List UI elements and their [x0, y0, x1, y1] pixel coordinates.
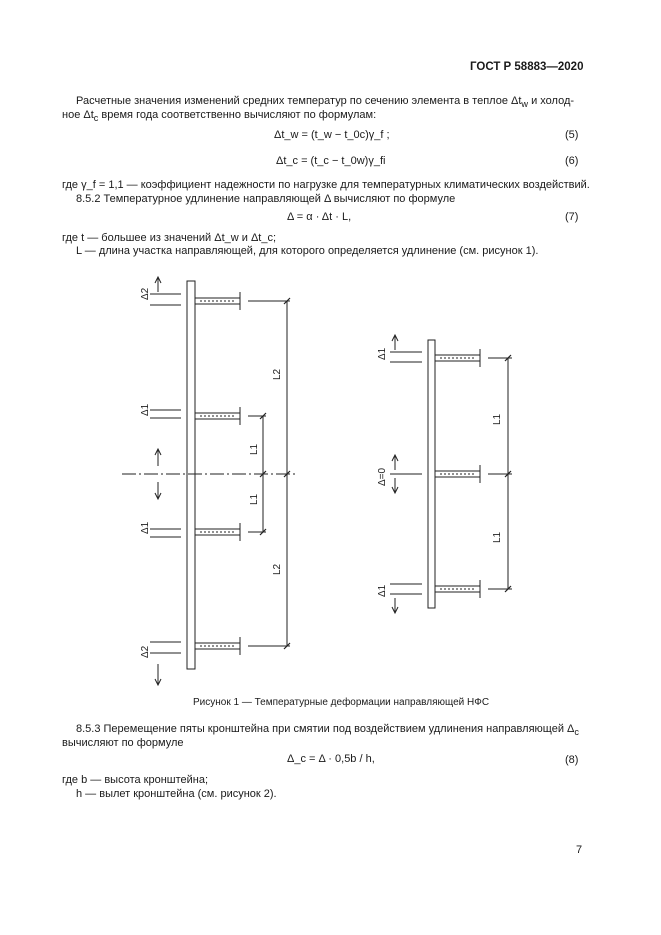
section-8-5-3-line2: вычисляют по формуле	[62, 737, 184, 749]
where-L: L — длина участка направляющей, для которого определяется удлинение (см. рисунок 1).	[76, 245, 539, 257]
section-8-5-3-text: 8.5.3 Перемещение пяты кронштейна при смятии под воздействием удлинения направляющей Δ	[76, 723, 575, 735]
label-delta2-bottom: Δ2	[140, 645, 151, 658]
intro2-pre: ное Δt	[62, 109, 94, 121]
intro-tail: и холод-	[528, 95, 575, 107]
label-L2-lower: L2	[272, 563, 283, 575]
where-b: где b — высота кронштейна;	[62, 774, 209, 786]
intro-text: Расчетные значения изменений средних температур по сечению элемента в теплое Δt	[76, 95, 522, 107]
equation-8-number: (8)	[565, 754, 579, 766]
right-guide-rail	[428, 340, 435, 608]
left-bracket-4	[195, 637, 240, 655]
label-delta0: Δ=0	[377, 467, 388, 486]
left-bracket-1	[195, 292, 240, 310]
figure-caption: Рисунок 1 — Температурные деформации направляющей НФС	[193, 697, 490, 708]
label-L1-upper-left: L1	[249, 443, 260, 455]
intro-sub: w	[521, 99, 529, 110]
equation-5: Δt_w = (t_w − t_0c)γ_f ;	[274, 129, 390, 141]
page-number: 7	[576, 844, 583, 856]
equation-8: Δ_c = Δ · 0,5b / h,	[287, 753, 375, 765]
label-delta2-top: Δ2	[140, 287, 151, 300]
equation-6-number: (6)	[565, 155, 579, 167]
equation-7: Δ = α · Δt · L,	[287, 211, 352, 223]
label-delta1-right-top: Δ1	[377, 347, 388, 360]
left-bracket-2	[195, 407, 240, 425]
label-L1-lower-left: L1	[249, 493, 260, 505]
equation-6: Δt_c = (t_c − t_0w)γ_fi	[276, 155, 386, 167]
intro2-sub: c	[93, 113, 99, 124]
intro2-tail: время года соответственно вычисляют по формулам:	[98, 109, 377, 121]
where-t: где t — большее из значений Δt_w и Δt_c;	[62, 232, 277, 244]
equation-5-number: (5)	[565, 129, 579, 141]
where-h: h — вылет кронштейна (см. рисунок 2).	[76, 788, 277, 800]
label-L1-right-lower: L1	[492, 531, 503, 543]
left-bracket-3	[195, 523, 240, 541]
left-guide-rail	[187, 281, 195, 669]
section-8-5-2: 8.5.2 Температурное удлинение направляющей Δ вычисляют по формуле	[76, 193, 456, 205]
label-delta1-left-upper: Δ1	[140, 403, 151, 416]
where-gamma: где γ_f = 1,1 — коэффициент надежности по нагрузке для температурных климатических воздействий.	[62, 179, 590, 191]
label-L2-upper: L2	[272, 368, 283, 380]
equation-7-number: (7)	[565, 211, 579, 223]
right-bracket-1	[435, 349, 480, 367]
right-bracket-2	[435, 465, 480, 483]
section-8-5-3-sub: c	[574, 727, 579, 738]
label-L1-right-upper: L1	[492, 413, 503, 425]
right-bracket-3	[435, 580, 480, 598]
label-delta1-left-lower: Δ1	[140, 521, 151, 534]
label-delta1-right-bottom: Δ1	[377, 584, 388, 597]
standard-header: ГОСТ Р 58883—2020	[470, 61, 584, 73]
